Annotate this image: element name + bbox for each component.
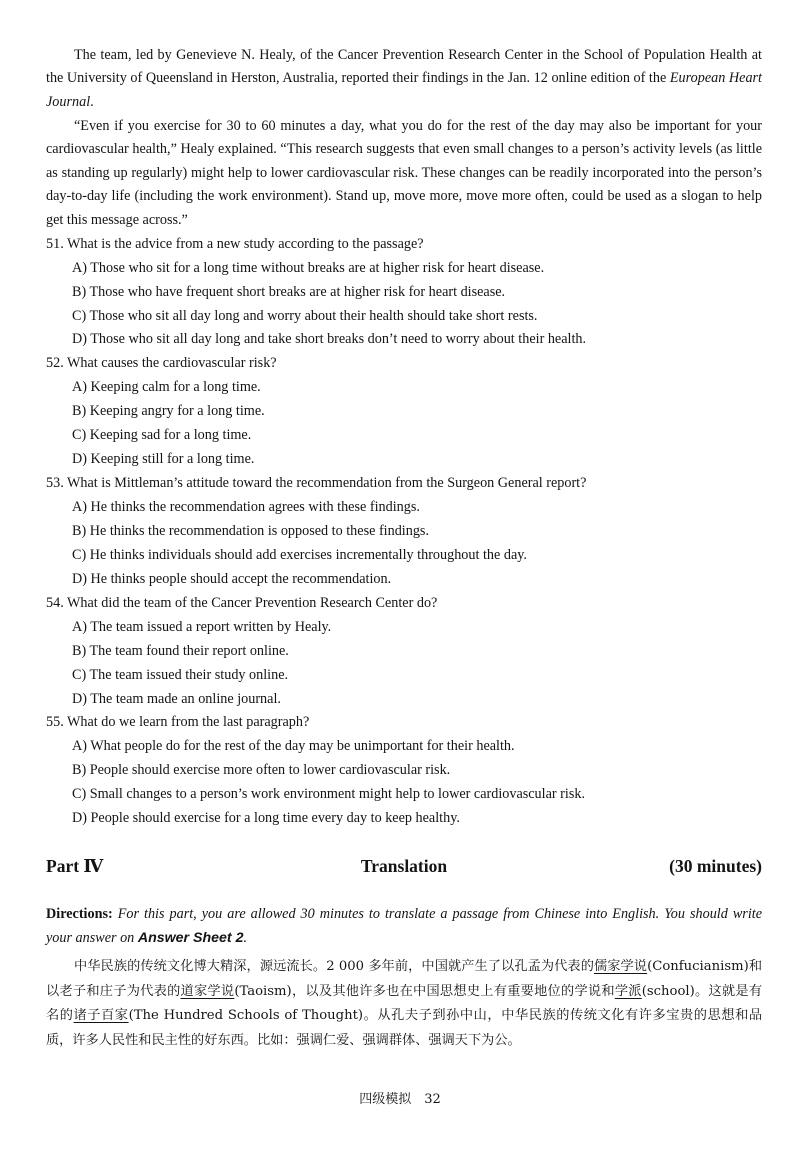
question-51-option-a: A) Those who sit for a long time without breaks are at higher risk for heart disease. [72, 260, 545, 276]
part-title: Translation [360, 856, 448, 876]
question-51-option-d: D) Those who sit all day long and take short breaks don’t need to worry about their health. [72, 331, 587, 347]
passage-paragraph-2: “Even if you exercise for 30 to 60 minutes a day, what you do for the rest of the day may also be important for your cardiovascular health,” Healy explained. “This research suggests that even small changes to a person’s activity levels (as little as standing up regularly) might help to lower cardiovascular risk. These changes can be readily incorporated into the person’s day-to-day life (including the work environment). Stand up, move more, move more often, could be used as a slogan to help get this message across.” [46, 118, 762, 228]
question-55-option-c: C) Small changes to a person’s work environment might help to lower cardiovascular risk. [72, 786, 585, 802]
directions-end: . [243, 930, 248, 946]
question-53-option-d: D) He thinks people should accept the recommendation. [72, 571, 392, 587]
question-51-stem: 51. What is the advice from a new study according to the passage? [46, 236, 424, 252]
underlined-term: 学派 [614, 983, 642, 999]
question-55-option-d: D) People should exercise for a long time every day to keep healthy. [72, 810, 460, 826]
question-52-option-c: C) Keeping sad for a long time. [72, 427, 252, 443]
underlined-term: 道家学说 [180, 983, 235, 999]
question-54-stem: 54. What did the team of the Cancer Prevention Research Center do? [46, 595, 438, 611]
passage-text: The team, led by Genevieve N. Healy, of the Cancer Prevention Research Center in the School of Population Health at the University of Queensland in Herston, Australia, reported their findings in the Jan. 12 online edition of the [46, 47, 762, 87]
question-54-option-a: A) The team issued a report written by Healy. [72, 619, 332, 635]
part-time: (30 minutes) [669, 856, 762, 876]
chinese-passage [46, 955, 762, 1053]
question-54-option-c: C) The team issued their study online. [72, 667, 289, 683]
question-51-option-b: B) Those who have frequent short breaks are at higher risk for heart disease. [72, 284, 506, 300]
question-55-option-a: A) What people do for the rest of the day may be unimportant for their health. [72, 738, 515, 754]
question-52-option-d: D) Keeping still for a long time. [72, 451, 255, 467]
question-53-option-b: B) He thinks the recommendation is opposed to these findings. [72, 523, 429, 539]
part-label: Part Ⅳ [46, 856, 104, 876]
question-51-option-c: C) Those who sit all day long and worry about their health should take short rests. [72, 308, 538, 324]
directions [46, 902, 762, 950]
directions-label: Directions: [46, 906, 113, 922]
chinese-text: (school)。这就是有名的 [46, 983, 763, 1023]
question-52-option-a: A) Keeping calm for a long time. [72, 379, 261, 395]
directions-text: For this part, you are allowed 30 minutes to translate a passage from Chinese into English. You should write your answer on [46, 906, 762, 946]
journal-title: European Heart Journal [46, 70, 762, 110]
chinese-text: (The Hundred Schools of Thought)。从孔夫子到孙中山，中华民族的传统文化有许多宝贵的思想和品质，许多人民性和民主性的好东西。比如：强调仁爱、强调群体、强调天下为公。 [46, 1008, 763, 1048]
question-53-stem: 53. What is Mittleman’s attitude toward the recommendation from the Surgeon General report? [46, 475, 587, 491]
underlined-term: 儒家学说 [593, 959, 648, 974]
passage-paragraph-1 [46, 44, 762, 114]
chinese-text: (Taoism)，以及其他许多也在中国思想史上有重要地位的学说和 [234, 983, 615, 999]
passage-text: . [90, 93, 94, 110]
question-52-option-b: B) Keeping angry for a long time. [72, 403, 265, 419]
question-53-option-a: A) He thinks the recommendation agrees with these findings. [72, 499, 420, 515]
chinese-text: 中华民族的传统文化博大精深，源远流长。2 000 多年前，中国就产生了以孔孟为代表的 [74, 959, 594, 974]
question-54-option-b: B) The team found their report online. [72, 643, 289, 659]
question-52-stem: 52. What causes the cardiovascular risk? [46, 355, 277, 371]
page-footer: 四级模拟 32 [359, 1092, 441, 1107]
part-heading [46, 856, 762, 884]
question-54-option-d: D) The team made an online journal. [72, 691, 281, 707]
answer-sheet-ref: Answer Sheet 2 [137, 930, 244, 946]
question-55-option-b: B) People should exercise more often to lower cardiovascular risk. [72, 762, 451, 778]
underlined-term: 诸子百家 [73, 1008, 129, 1023]
chinese-text: (Confucianism)和以老子和庄子为代表的 [46, 959, 763, 999]
question-53-option-c: C) He thinks individuals should add exercises incrementally throughout the day. [72, 547, 527, 563]
question-55-stem: 55. What do we learn from the last paragraph? [46, 714, 310, 730]
